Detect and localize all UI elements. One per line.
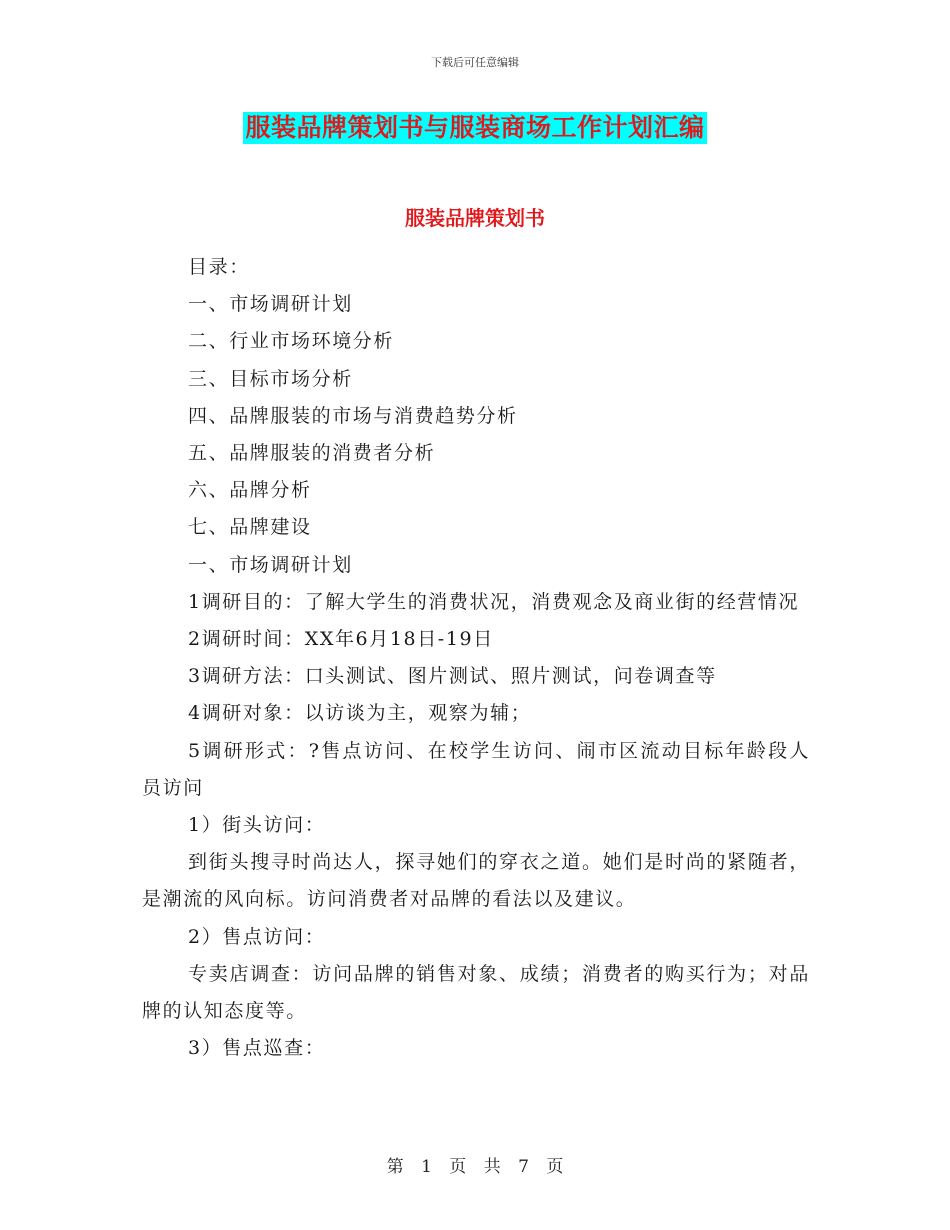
- footer-label: 第: [386, 1157, 404, 1177]
- footer-current-page: 1: [421, 1157, 432, 1177]
- paragraph: 1）街头访问：: [188, 814, 326, 837]
- sub-title: 服装品牌策划书: [405, 206, 545, 230]
- paragraph: 三、目标市场分析: [188, 367, 353, 390]
- body-text: [142, 249, 810, 1067]
- main-title: 服装品牌策划书与服装商场工作计划汇编: [245, 113, 705, 142]
- paragraph: 到街头搜寻时尚达人，探寻她们的穿衣之道。她们是时尚的紧随者，是潮流的风向标。访问消费者对品牌的看法以及建议。: [142, 851, 810, 911]
- paragraph: 3调研方法：口头测试、图片测试、照片测试，问卷调查等: [188, 665, 717, 688]
- footer-total-pages: 7: [518, 1157, 529, 1177]
- paragraph: 目录：: [188, 256, 250, 278]
- paragraph: 二、行业市场环境分析: [188, 330, 395, 353]
- main-title-container: [0, 112, 950, 144]
- header-note: 下载后可任意编辑: [431, 56, 519, 69]
- paragraph: 七、品牌建设: [188, 516, 312, 539]
- paragraph: 5调研形式：?售点访问、在校学生访问、闹市区流动目标年龄段人员访问: [142, 739, 810, 799]
- paragraph: 六、品牌分析: [188, 479, 312, 502]
- paragraph: 2）售点访问：: [188, 925, 326, 948]
- paragraph: 一、市场调研计划: [188, 553, 353, 576]
- paragraph: 3）售点巡查：: [188, 1037, 326, 1060]
- footer-label: 页: [449, 1157, 467, 1177]
- paragraph: 五、品牌服装的消费者分析: [188, 442, 436, 465]
- paragraph: 四、品牌服装的市场与消费趋势分析: [188, 404, 518, 427]
- paragraph: 1调研目的：了解大学生的消费状况，消费观念及商业街的经营情况: [188, 590, 800, 613]
- paragraph: 专卖店调查：访问品牌的销售对象、成绩；消费者的购买行为；对品牌的认知态度等。: [142, 962, 810, 1023]
- paragraph: 4调研对象：以访谈为主，观察为辅；: [188, 702, 532, 725]
- footer-label: 页: [546, 1157, 564, 1177]
- page-footer: [0, 1152, 950, 1177]
- paragraph: 2调研时间：XX年6月18日-19日: [188, 628, 494, 651]
- paragraph: 一、市场调研计划: [188, 293, 353, 316]
- footer-label: 共: [483, 1157, 501, 1177]
